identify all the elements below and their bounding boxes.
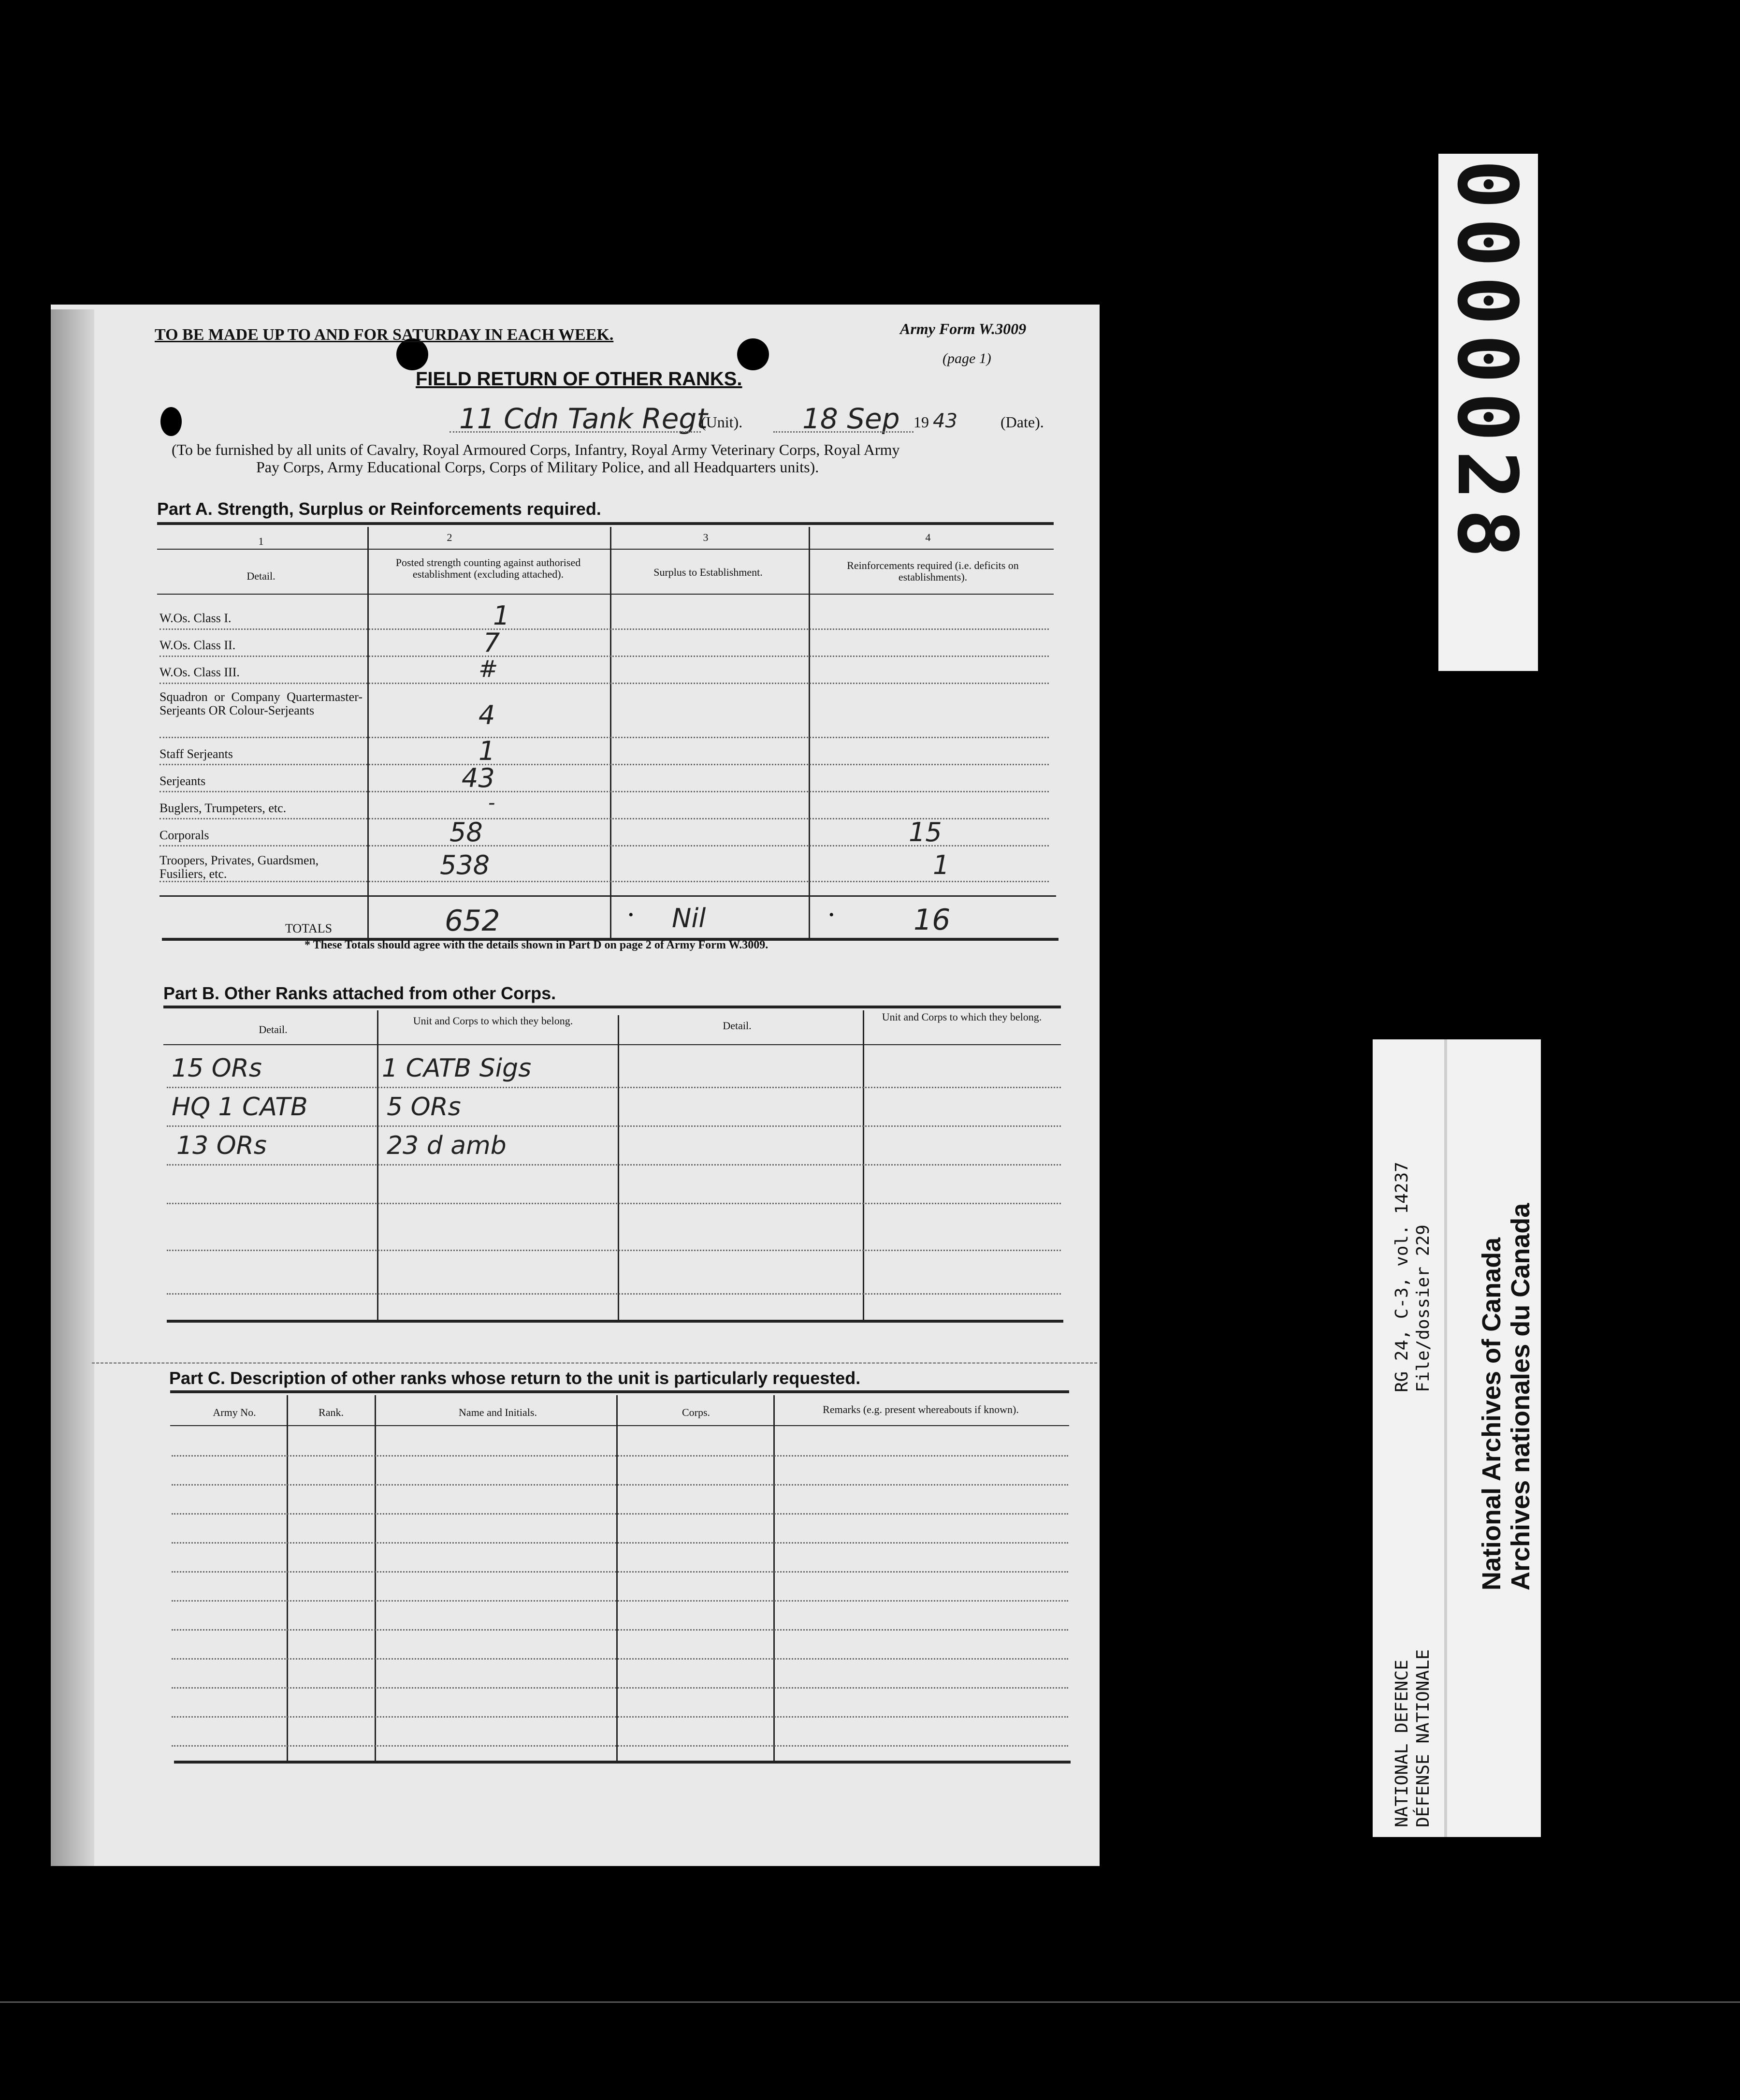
part-c-row-line xyxy=(172,1687,1068,1689)
part-c-row-line xyxy=(172,1716,1068,1718)
part-a-row-detail: W.Os. Class III. xyxy=(160,665,240,679)
part-a-row-posted: - xyxy=(488,792,495,814)
furnish-note-line1: (To be furnished by all units of Cavalry, Royal Armoured Corps, Infantry, Royal Army Veterinary Corps, Royal Army xyxy=(172,441,900,458)
part-b-row-line xyxy=(167,1125,1061,1127)
fold-line xyxy=(92,1362,1097,1364)
form-id: Army Form W.3009 xyxy=(900,320,1027,337)
part-b-row-detail: 15 ORs xyxy=(172,1054,262,1083)
part-c-head-rule xyxy=(170,1425,1069,1426)
part-c-row-line xyxy=(172,1629,1068,1631)
part-a-row-line xyxy=(160,791,1049,792)
part-a-head-posted: Posted strength counting against authorised establishment (excluding attached). xyxy=(395,556,581,580)
part-b-bottom-rule xyxy=(167,1320,1063,1323)
part-c-top-rule xyxy=(170,1390,1069,1393)
part-c-row-line xyxy=(172,1542,1068,1544)
part-a-row-line xyxy=(160,628,1049,630)
part-a-row-posted: # xyxy=(478,656,498,683)
part-c-row-line xyxy=(172,1571,1068,1573)
part-b-row-unit: 1 CATB Sigs xyxy=(382,1054,532,1083)
part-a-title: Part A. Strength, Surplus or Reinforcements required. xyxy=(157,499,601,519)
year-prefix: 19 xyxy=(914,413,929,431)
part-b-row-line xyxy=(167,1203,1061,1204)
part-a-total-reinf-star: • xyxy=(829,907,834,923)
part-b-row-detail: 13 ORs xyxy=(176,1131,267,1160)
unit-handwritten: 11 Cdn Tank Regt xyxy=(459,402,708,435)
part-c-head-corps: Corps. xyxy=(682,1406,710,1418)
part-a-total-reinf: 16 xyxy=(914,903,951,937)
archive-agency-line1: NATIONAL DEFENCE xyxy=(1392,1660,1412,1827)
part-a-row-line xyxy=(160,683,1049,684)
part-c-row-line xyxy=(172,1484,1068,1486)
part-b-head-unit-1: Unit and Corps to which they belong. xyxy=(413,1015,573,1027)
archives-name-fr: Archives nationales du Canada xyxy=(1506,1203,1535,1590)
punch-hole-margin xyxy=(160,407,182,436)
part-a-row-posted: 58 xyxy=(450,817,483,847)
part-c-title: Part C. Description of other ranks whose return to the unit is particularly requested. xyxy=(169,1368,861,1388)
part-a-totals-label: TOTALS xyxy=(285,921,333,935)
part-a-head-rule xyxy=(157,594,1054,595)
sheet-edge-shadow xyxy=(51,309,94,1866)
part-a-colnum-4: 4 xyxy=(925,531,931,543)
date-dotted-line xyxy=(773,431,914,433)
part-c-head-remarks: Remarks (e.g. present whereabouts if known). xyxy=(823,1403,1019,1415)
part-a-row-line xyxy=(160,656,1049,657)
part-a-total-posted: 652 xyxy=(445,904,500,938)
part-c-row-line xyxy=(172,1658,1068,1660)
part-b-row-unit: 23 d amb xyxy=(387,1131,507,1160)
part-c-bottom-rule xyxy=(174,1761,1071,1764)
part-a-colnum-1: 1 xyxy=(258,535,264,547)
part-c-head-rank: Rank. xyxy=(319,1406,344,1418)
part-b-row-unit: 5 ORs xyxy=(387,1093,461,1122)
part-a-row-detail: Corporals xyxy=(160,828,209,842)
part-c-head-name: Name and Initials. xyxy=(459,1406,537,1418)
form-page: (page 1) xyxy=(942,350,991,366)
year-handwritten: 43 xyxy=(933,410,957,432)
part-a-head-surplus: Surplus to Establishment. xyxy=(653,566,763,578)
furnish-note-line2: Pay Corps, Army Educational Corps, Corps of Military Police, and all Headquarters units). xyxy=(256,458,819,476)
part-a-row-line xyxy=(160,737,1049,738)
part-c-row-line xyxy=(172,1455,1068,1457)
part-a-row-detail: W.Os. Class II. xyxy=(160,638,236,652)
part-b-head-rule xyxy=(163,1044,1061,1045)
part-a-top-rule xyxy=(157,522,1054,525)
part-a-totals-rule xyxy=(160,895,1056,897)
punch-hole-right xyxy=(737,338,769,370)
archives-name-en: National Archives of Canada xyxy=(1477,1237,1506,1590)
part-a-row-detail: Squadron or Company Quartermaster-Serjeants OR Colour-Serjeants xyxy=(160,690,362,717)
part-b-row-line xyxy=(167,1293,1061,1295)
date-label: (Date). xyxy=(1000,413,1044,431)
archive-agency-line2: DÉFENSE NATIONALE xyxy=(1413,1649,1433,1827)
form-title: FIELD RETURN OF OTHER RANKS. xyxy=(416,368,742,390)
part-b-top-rule xyxy=(163,1006,1061,1008)
strip-separator xyxy=(1444,1039,1447,1837)
part-b-row-line xyxy=(167,1164,1061,1166)
part-a-row-detail: Staff Serjeants xyxy=(160,747,233,761)
part-a-total-surplus-star: • xyxy=(628,907,634,923)
part-a-head-detail: Detail. xyxy=(246,570,276,582)
part-c-vline-3 xyxy=(616,1395,618,1763)
part-a-num-rule xyxy=(157,549,1054,550)
part-a-row-detail: Buglers, Trumpeters, etc. xyxy=(160,801,287,815)
part-c-head-army-no: Army No. xyxy=(213,1406,256,1418)
part-b-head-unit-2: Unit and Corps to which they belong. xyxy=(882,1011,1042,1023)
part-b-head-detail-2: Detail. xyxy=(723,1020,752,1032)
part-c-row-line xyxy=(172,1745,1068,1747)
part-a-row-posted: 4 xyxy=(478,700,495,730)
part-b-title: Part B. Other Ranks attached from other Corps. xyxy=(163,983,556,1003)
part-a-row-posted: 7 xyxy=(483,627,500,658)
part-a-row-line xyxy=(160,881,1049,882)
part-c-row-line xyxy=(172,1600,1068,1602)
part-a-row-detail: Serjeants xyxy=(160,774,206,788)
part-c-vline-4 xyxy=(773,1395,775,1763)
part-a-total-surplus: Nil xyxy=(672,903,706,933)
part-a-footnote: * These Totals should agree with the details shown in Part D on page 2 of Army Form W.3009. xyxy=(304,939,768,951)
part-b-row-line xyxy=(167,1250,1061,1251)
part-a-row-posted: 1 xyxy=(478,736,495,766)
part-b-row-line xyxy=(167,1087,1061,1088)
form-instruction: TO BE MADE UP TO AND FOR SATURDAY IN EACH WEEK. xyxy=(155,326,614,344)
part-b-head-detail-1: Detail. xyxy=(259,1023,288,1035)
part-a-vline-1 xyxy=(367,527,369,938)
part-a-vline-3 xyxy=(809,527,810,938)
part-a-row-posted: 1 xyxy=(493,600,510,631)
part-a-row-detail: Troopers, Privates, Guardsmen, Fusiliers, etc. xyxy=(160,853,319,881)
part-a-vline-2 xyxy=(610,527,611,938)
part-a-row-reinf: 15 xyxy=(909,817,942,847)
part-b-row-detail: HQ 1 CATB xyxy=(172,1093,308,1122)
part-a-row-posted: 538 xyxy=(440,850,490,880)
date-handwritten: 18 Sep xyxy=(802,402,900,435)
archive-ref-line1: RG 24, C-3, vol. 14237 xyxy=(1392,1162,1412,1392)
part-b-vline-2 xyxy=(618,1015,619,1320)
part-a-row-posted: 43 xyxy=(462,763,495,793)
part-a-row-reinf: 1 xyxy=(933,850,950,880)
archive-stamp-number: 0000028 xyxy=(1439,160,1535,567)
part-a-row-detail: W.Os. Class I. xyxy=(160,611,232,625)
scan-edge-line xyxy=(0,2001,1740,2003)
part-c-vline-2 xyxy=(375,1395,376,1763)
part-a-colnum-2: 2 xyxy=(447,531,452,543)
unit-label: (Unit). xyxy=(701,413,743,431)
part-a-head-reinf: Reinforcements required (i.e. deficits on establishments). xyxy=(847,559,1019,583)
part-a-row-line xyxy=(160,764,1049,765)
part-c-row-line xyxy=(172,1513,1068,1515)
archive-ref-line2: File/dossier 229 xyxy=(1413,1225,1433,1392)
part-a-colnum-3: 3 xyxy=(703,531,709,543)
part-c-vline-1 xyxy=(287,1395,288,1763)
unit-dotted-line xyxy=(450,431,701,433)
part-a-row-line xyxy=(160,845,1049,846)
